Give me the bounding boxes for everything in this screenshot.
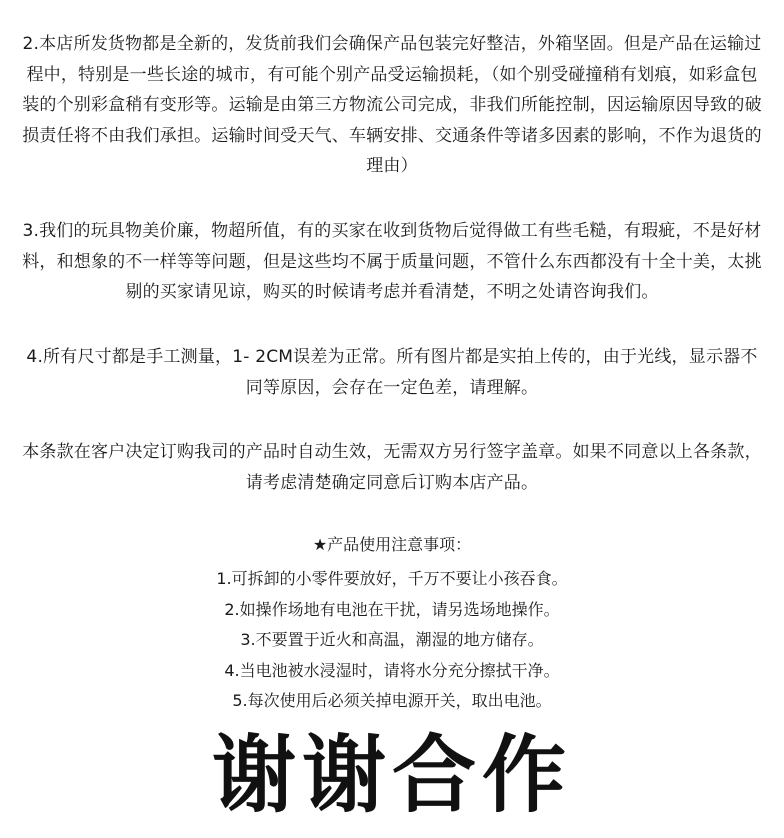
thank-you-heading: 谢谢合作 [211,726,572,824]
quality-expectation-paragraph: 3.我们的玩具物美价廉，物超所值，有的买家在收到货物后觉得做工有些毛糙，有瑕疵，不是好材料，和想象的不一样等等问题，但是这些均不属于质量问题，不管什么东西都没有十全十美，太挑剔的买家请见谅，购买的时候请考虑并看清楚，不明之处请咨询我们。 [22,221,762,302]
usage-notice-item: 5.每次使用后必须关掉电源开关，取出电池。 [232,691,552,710]
usage-notice-section [0,532,784,717]
measurement-color-paragraph: 4.所有尺寸都是手工测量，1- 2CM误差为正常。所有图片都是实拍上传的，由于光线，显示器不同等原因，会存在一定色差，请理解。 [26,347,758,398]
usage-notice-item: 4.当电池被水浸湿时，请将水分充分擦拭干净。 [224,660,560,680]
terms-acceptance-paragraph: 本条款在客户决定订购我司的产品时自动生效，无需双方另行签字盖章。如果不同意以上各条款，请考虑清楚确定同意后订购本店产品。 [22,442,762,493]
shipping-damage-paragraph: 2.本店所发货物都是全新的，发货前我们会确保产品包装完好整洁，外箱坚固。但是产品在运输过程中，特别是一些长途的城市，有可能个别产品受运输损耗，（如个别受碰撞稍有划痕，如彩盒包装的个别彩盒稍有变形等。运输是由第三方物流公司完成，非我们所能控制，因运输原因导致的破损责任将不由我们承担。运输时间受天气、车辆安排、交通条件等诸多因素的影响，不作为退货的理由） [22,34,762,176]
usage-notice-item: 2.如操作场地有电池在干扰，请另选场地操作。 [224,599,560,619]
usage-notice-item: 3.不要置于近火和高温，潮湿的地方储存。 [240,630,544,649]
usage-notice-title: ★产品使用注意事项： [312,535,472,554]
usage-notice-item: 1.可拆卸的小零件要放好，千万不要让小孩吞食。 [216,569,568,588]
